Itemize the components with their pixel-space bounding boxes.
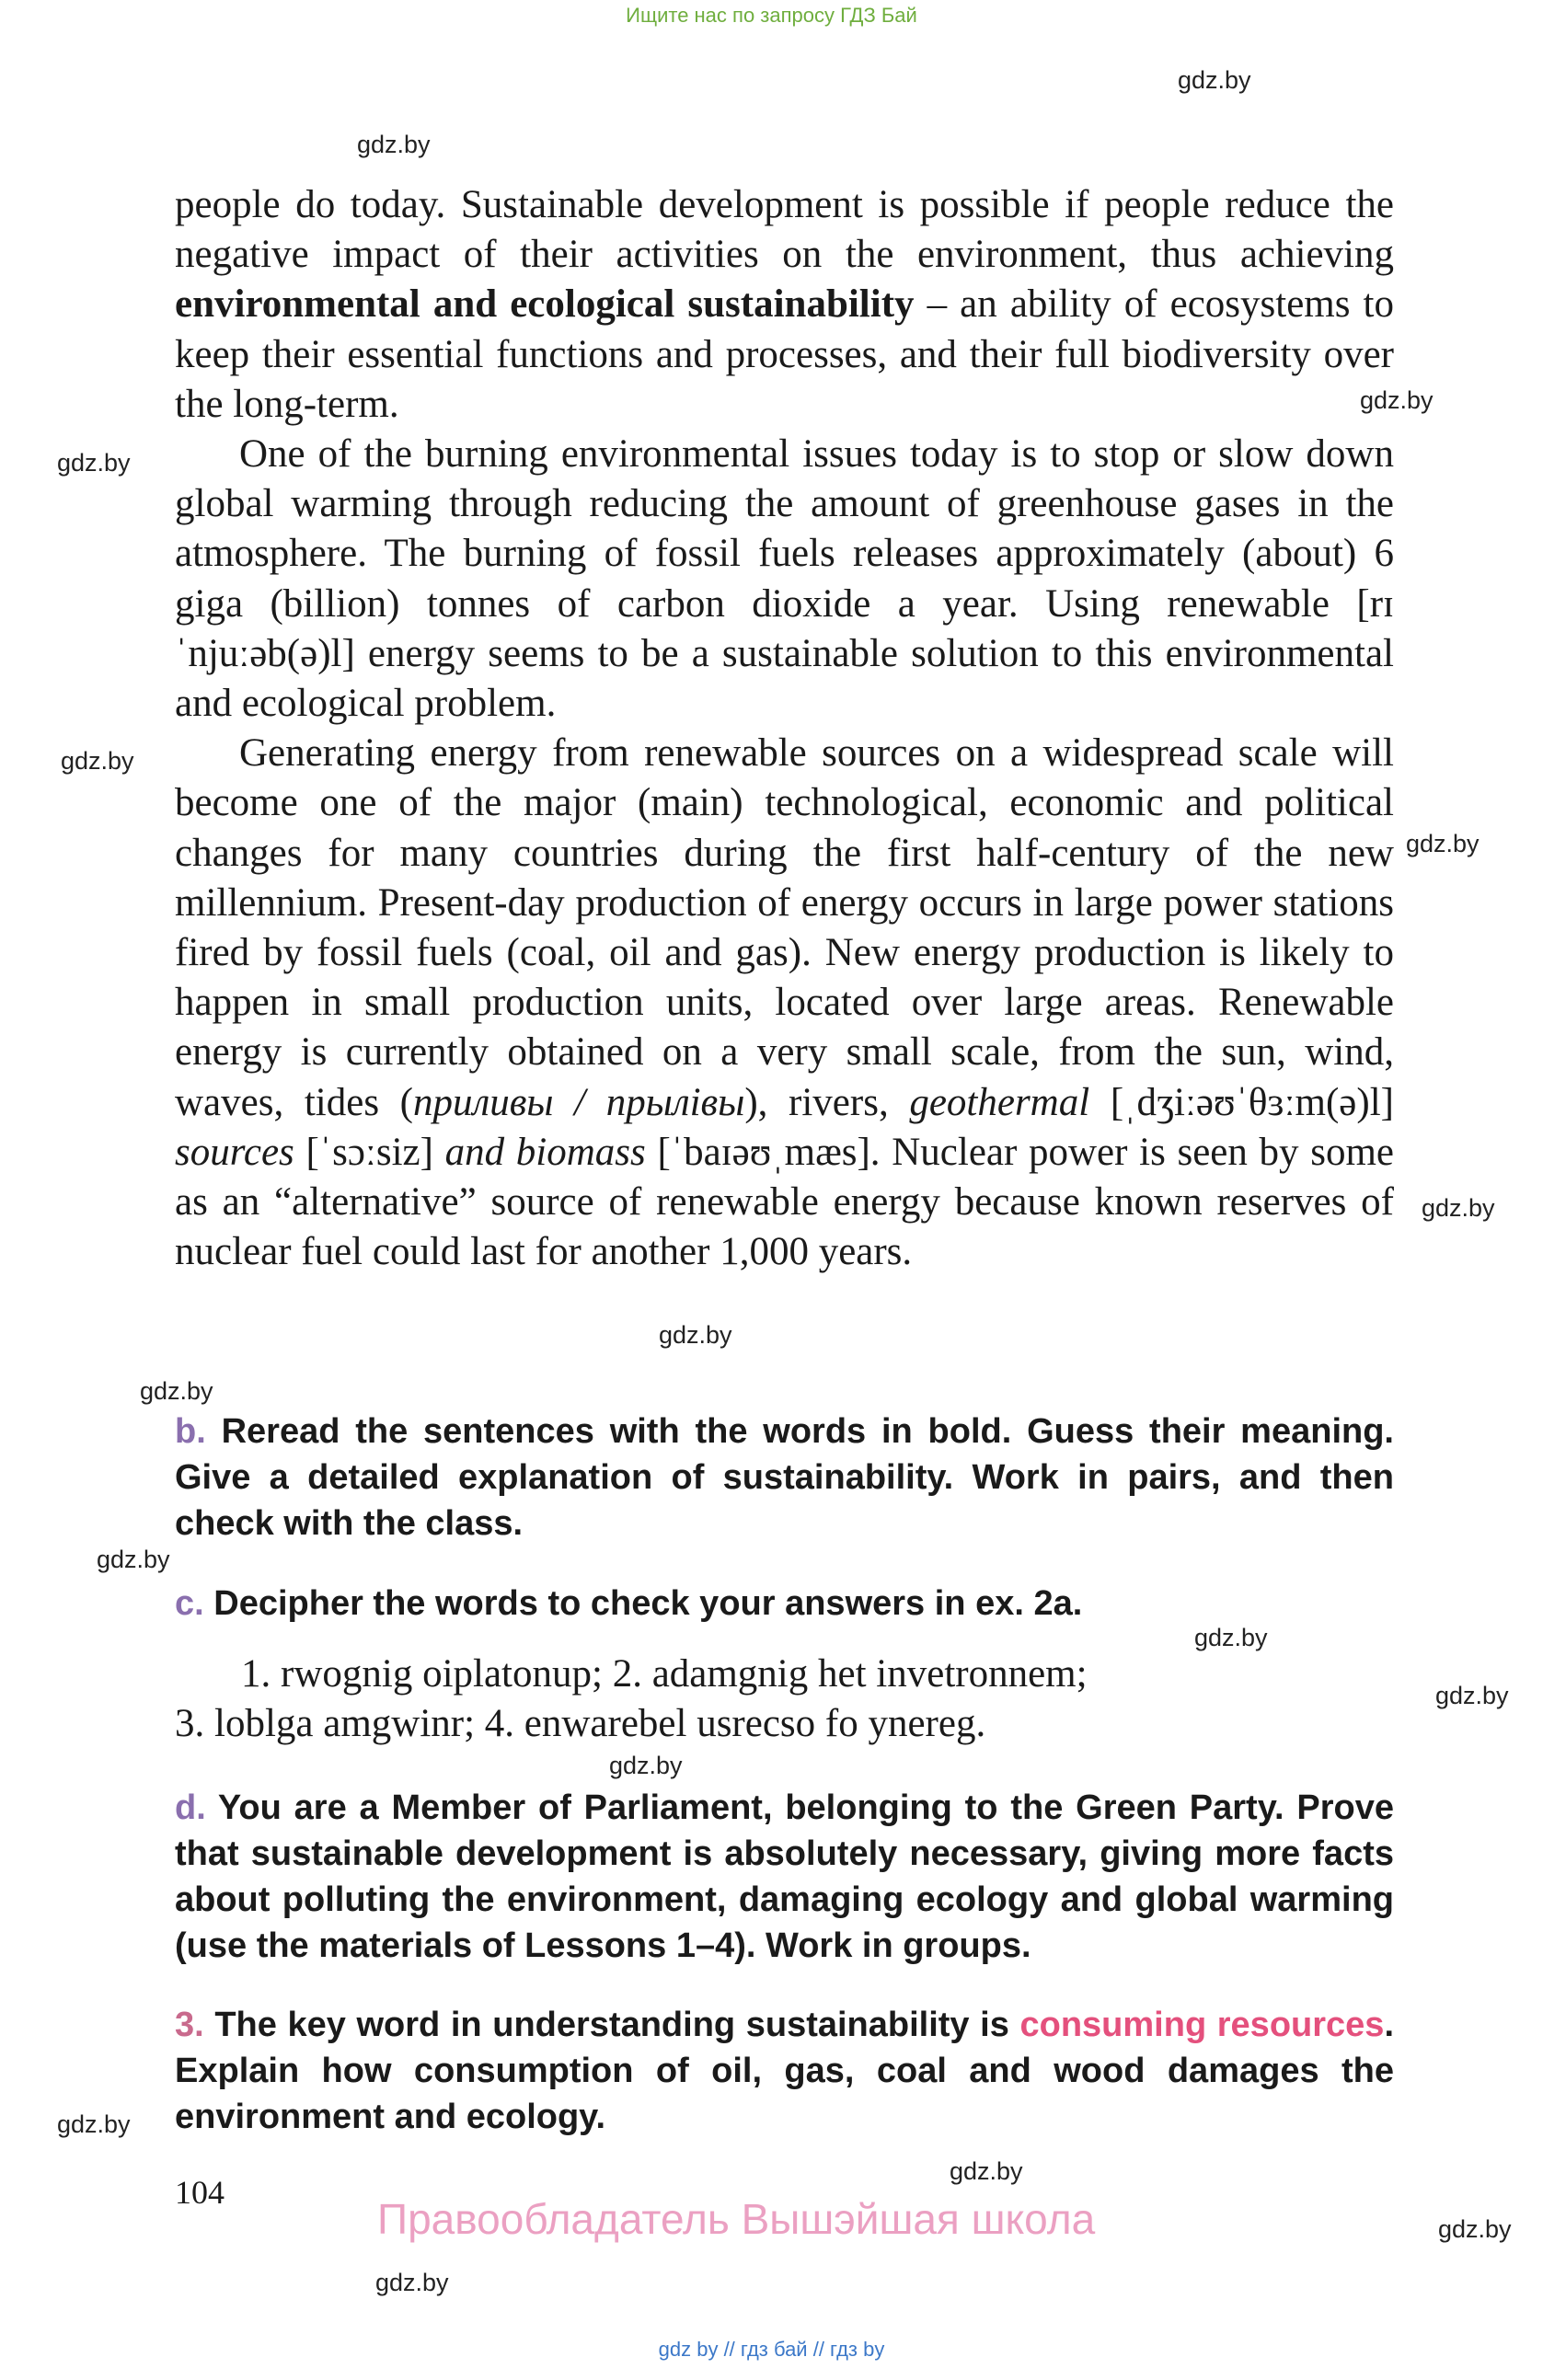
watermark: gdz.by — [1438, 2215, 1512, 2243]
puzzle-line: 3. loblga amgwinr; 4. enwarebel usrecso fo ynereg. — [175, 1702, 986, 1745]
watermark: gdz.by — [1178, 66, 1251, 94]
task-3: 3. The key word in understanding sustainability is consuming resources. Explain how consumption of oil, gas, coal and wood damages the environment and ecology. — [175, 2006, 1394, 2136]
watermark: gdz.by — [57, 449, 131, 477]
task-letter: d. — [175, 1788, 206, 1827]
task-c — [175, 1581, 1394, 1627]
task-b — [175, 1408, 1394, 1546]
task-text: You are a Member of Parliament, belonging to the Green Party. Prove that sustainable development is absolutely necessary, giving more facts about polluting the environment, damaging ecology and global warming (use the materials of Lessons 1–4). Work in groups. — [175, 1788, 1394, 1965]
footer: gdz by // гдз бай // гдз by — [658, 2338, 885, 2361]
watermark: gdz.by — [61, 747, 134, 775]
cipher-puzzle — [175, 1650, 1394, 1749]
task-text: Reread the sentences with the words in bold. Guess their meaning. Give a detailed explanation of sustainability. Work in pairs, and then check with the class. — [175, 1412, 1394, 1543]
watermark: gdz.by — [1360, 386, 1434, 414]
highlight-term: consuming resources — [1019, 2006, 1385, 2044]
paragraph: Generating energy from renewable sources on a widespread scale will become one of the major (main) technological, economic and political changes for many countries during the first half-century of the new millennium. Present-day production of energy occurs in large power stations fired by fossil fuels (coal, oil and gas). New energy production is likely to happen in small production units, located over large areas. Renewable energy is currently obtained on a very small scale, from the sun, wind, waves, tides (приливы / прылівы), rivers, geothermal [ˌdʒiːəʊˈθɜːm(ə)l] sources [ˈsɔːsiz] and biomass [ˈbaɪəʊˌmæs]. Nuclear power is seen by some as an “alternative” source of renewable energy because known reserves of nuclear fuel could last for another 1,000 years. — [175, 731, 1394, 1274]
watermark: gdz.by — [97, 1546, 170, 1573]
task-letter: b. — [175, 1412, 206, 1451]
bold-term: environmental and ecological sustainability — [175, 282, 915, 327]
task-number: 3. — [175, 2006, 204, 2044]
watermark: gdz.by — [357, 131, 431, 158]
watermark: gdz.by — [609, 1752, 683, 1779]
top-banner: Ищите нас по запросу ГДЗ Бай — [626, 4, 917, 27]
paragraph: One of the burning environmental issues today is to stop or slow down global warming through reducing the amount of greenhouse gases in the atmosphere. The burning of fossil fuels releases approximately (about) 6 giga (billion) tonnes of carbon dioxide a year. Using renewable [rɪˈnjuːəb(ə)l] energy seems to be a sustainable solution to this environmental and ecological problem. — [175, 432, 1394, 726]
main-text — [175, 180, 1394, 1277]
task-text: Decipher the words to check your answers in ex. 2a. — [213, 1584, 1083, 1623]
task-d — [175, 1785, 1394, 1969]
paragraph: people do today. Sustainable development is possible if people reduce the negative impact of their activities on the environment, thus achieving environmental and ecological sustainability – an ability of ecosystems to keep their essential functions and processes, and their full biodiversity over the long-term. — [175, 183, 1395, 426]
watermark: gdz.by — [1435, 1682, 1509, 1709]
copyright: Правообладатель Вышэйшая школа — [377, 2195, 1096, 2243]
task-letter: c. — [175, 1584, 204, 1623]
watermark: gdz.by — [1406, 830, 1480, 857]
watermark: gdz.by — [375, 2269, 449, 2296]
watermark: gdz.by — [659, 1321, 732, 1349]
watermark: gdz.by — [1194, 1624, 1268, 1651]
watermark: gdz.by — [1422, 1194, 1495, 1222]
watermark: gdz.by — [57, 2110, 131, 2138]
watermark: gdz.by — [140, 1377, 213, 1405]
watermark: gdz.by — [950, 2157, 1023, 2185]
page-number: 104 — [175, 2174, 225, 2211]
puzzle-line: 1. rwognig oiplatonup; 2. adamgnig het invetronnem; — [241, 1652, 1088, 1696]
